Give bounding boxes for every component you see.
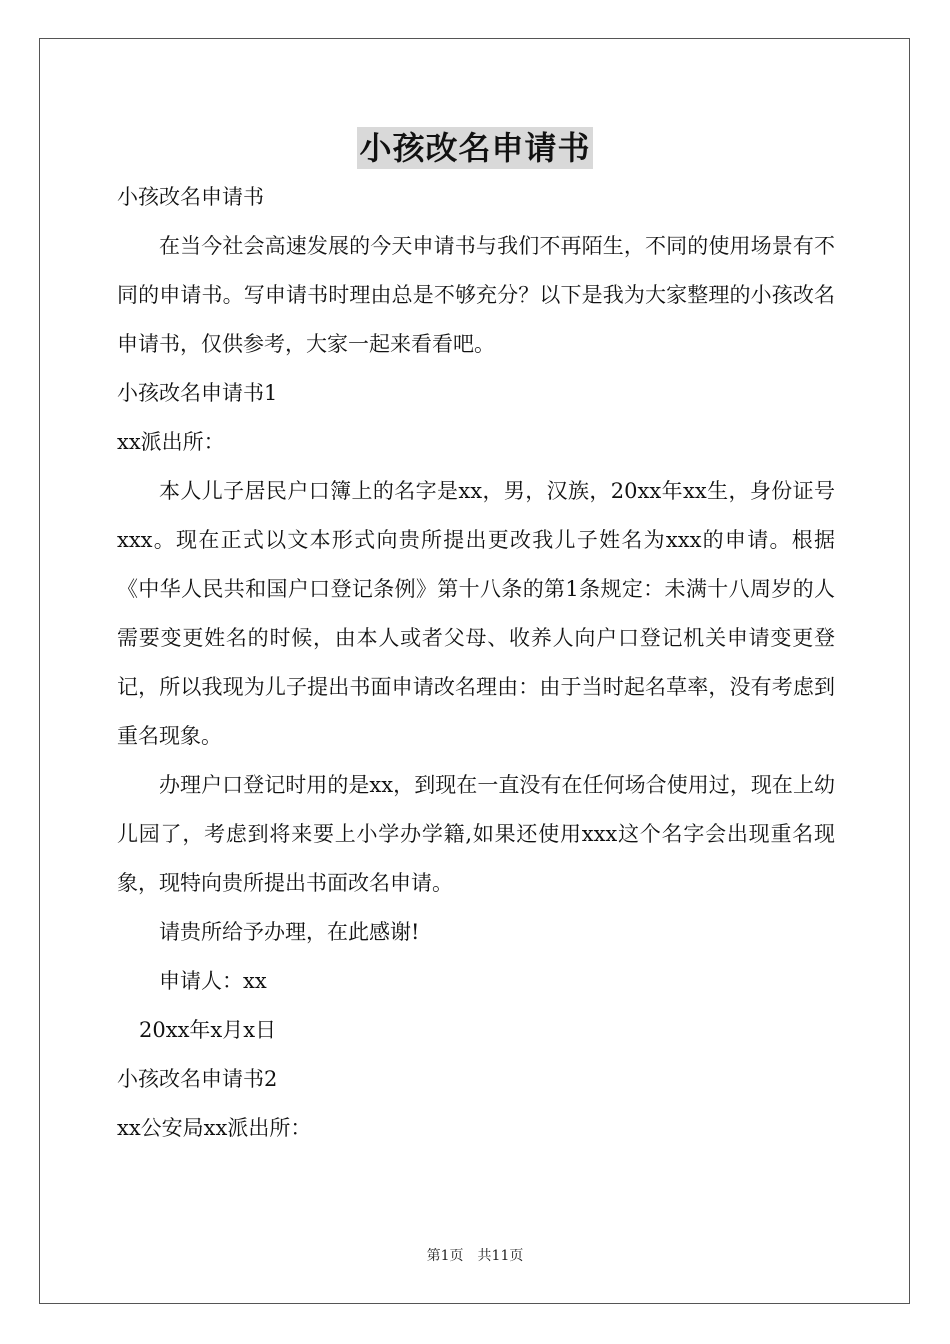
page-total: 共11页 xyxy=(477,1248,524,1264)
section-heading-2: 小孩改名申请书2 xyxy=(117,1067,278,1091)
body-paragraph-1: 本人儿子居民户口簿上的名字是xx，男，汉族，20xx年xx生，身份证号xxx。现在正式以文本形式向贵所提出更改我儿子姓名为xxx的申请。根据《中华人民共和国户口登记条例》第十八条的第1条规定：未满十八周岁的人需要变更姓名的时候，由本人或者父母、收养人向户口登记机关申请变更登记，所以我现为儿子提出书面申请改名理由：由于当时起名草率，没有考虑到重名现象。 xyxy=(117,479,835,748)
body-paragraph-2: 办理户口登记时用的是xx，到现在一直没有在任何场合使用过，现在上幼儿园了，考虑到将来要上小学办学籍,如果还使用xxx这个名字会出现重名现象，现特向贵所提出书面改名申请。 xyxy=(117,773,835,895)
section-heading-intro: 小孩改名申请书 xyxy=(117,185,264,209)
applicant-line: 申请人：xx xyxy=(159,969,267,993)
closing-thanks: 请贵所给予办理，在此感谢! xyxy=(159,920,420,944)
page-footer xyxy=(0,1246,950,1266)
intro-paragraph: 在当今社会高速发展的今天申请书与我们不再陌生，不同的使用场景有不同的申请书。写申请书时理由总是不够充分？以下是我为大家整理的小孩改名申请书，仅供参考，大家一起来看看吧。 xyxy=(117,234,835,356)
document-title: 小孩改名申请书 xyxy=(359,129,591,167)
date-line: 20xx年x月x日 xyxy=(139,1018,277,1042)
salutation-2: xx公安局xx派出所： xyxy=(117,1116,312,1140)
document-body xyxy=(117,173,835,1153)
page-number: 第1页 xyxy=(426,1248,464,1264)
title-wrap xyxy=(0,127,950,169)
section-heading-1: 小孩改名申请书1 xyxy=(117,381,278,405)
salutation-1: xx派出所： xyxy=(117,430,225,454)
